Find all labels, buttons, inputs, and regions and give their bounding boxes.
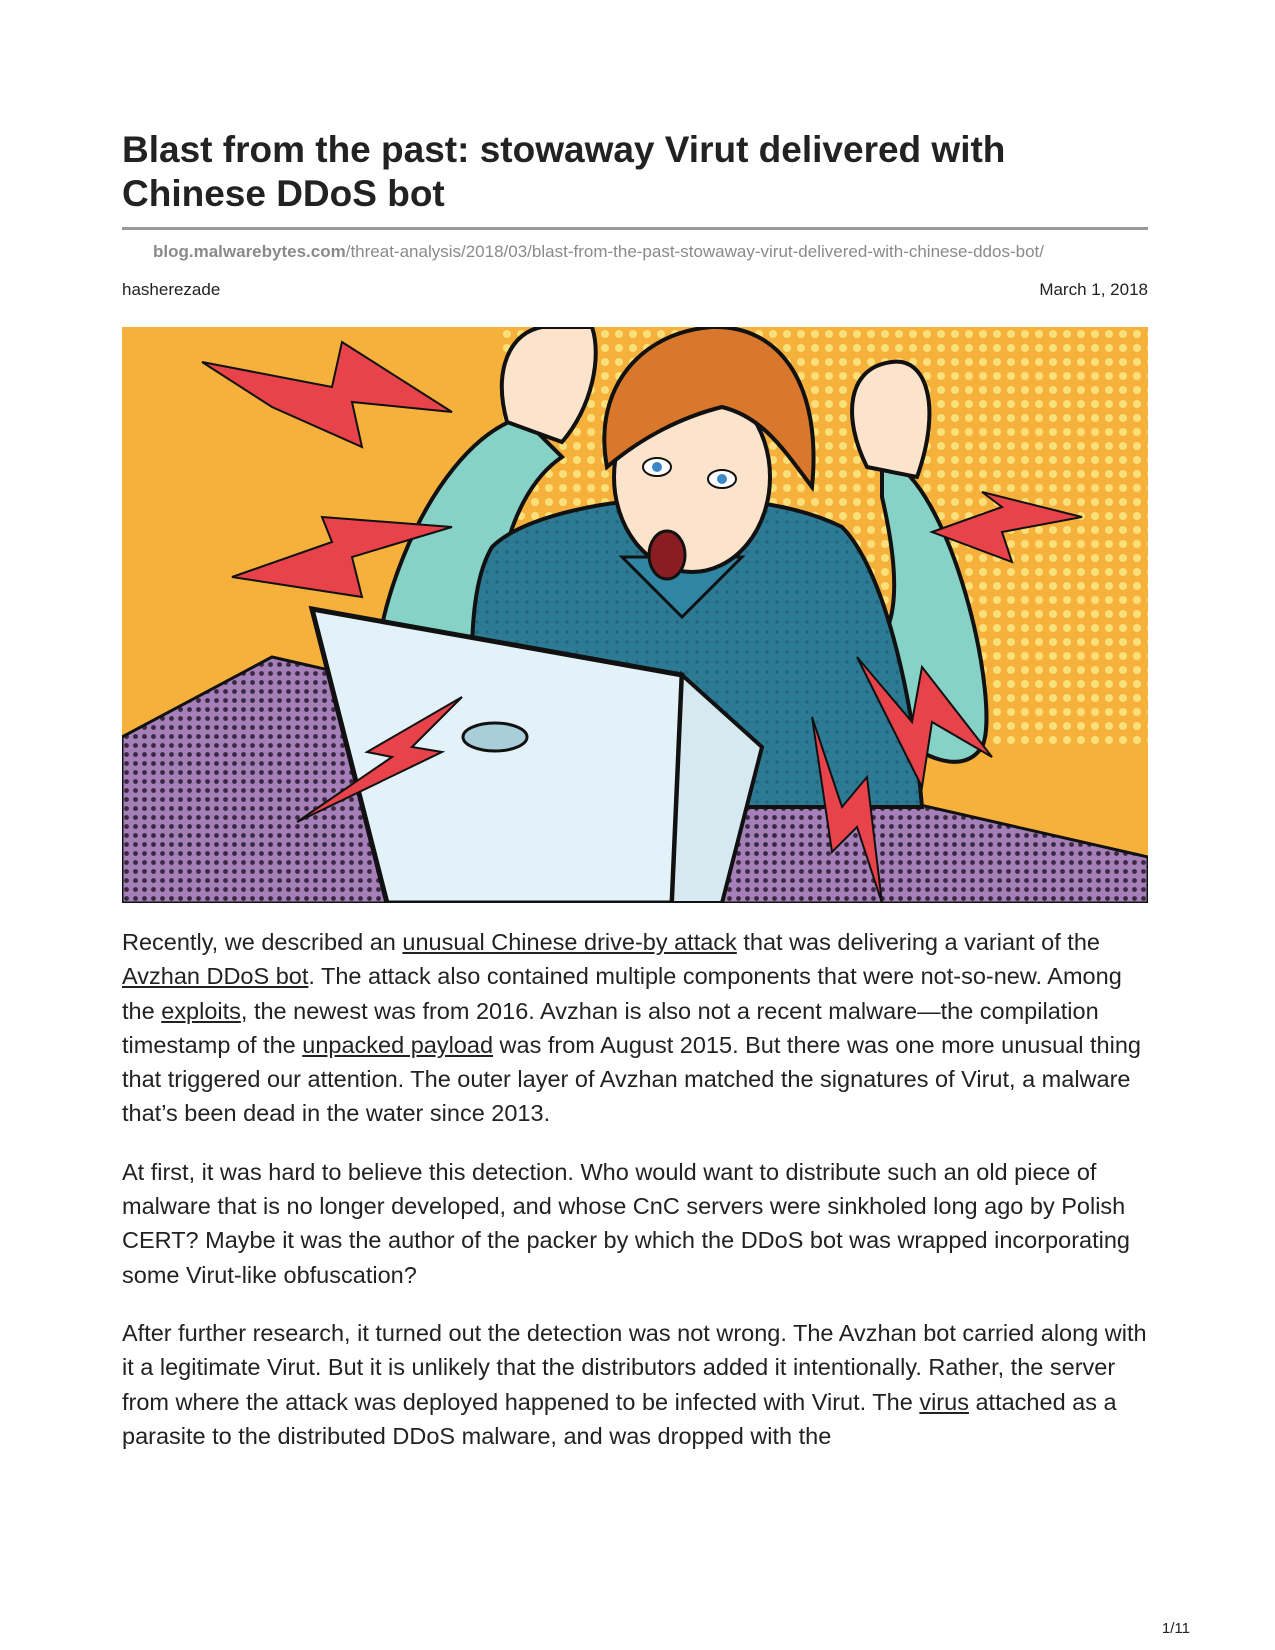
article-body bbox=[122, 925, 1148, 1477]
paragraph-text: that was delivering a variant of the bbox=[736, 929, 1100, 955]
inline-link[interactable]: virus bbox=[919, 1388, 969, 1415]
article-date: March 1, 2018 bbox=[1039, 280, 1148, 299]
paragraph-text: After further research, it turned out the detection was not wrong. The Avzhan bot carried along with it a legitimate Virut. But it is unlikely that the distributors added it intentionally. Rather, the server from where the attack was deployed happened to be infected with Virut. The bbox=[122, 1319, 1147, 1415]
inline-link[interactable]: unusual Chinese drive-by attack bbox=[402, 929, 737, 955]
paragraph-text: , the newest was from 2016. Avzhan is also not a recent malware—the compilation timestamp of the bbox=[122, 997, 1099, 1058]
source-url[interactable] bbox=[153, 242, 1153, 262]
angry-user-laptop-illustration bbox=[122, 327, 1148, 903]
article-author: hasherezade bbox=[122, 280, 221, 299]
page-number: 1/11 bbox=[1161, 1620, 1190, 1637]
article-title: Blast from the past: stowaway Virut delivered with Chinese DDoS bot bbox=[122, 129, 1006, 214]
article-paragraph bbox=[122, 1155, 1148, 1292]
title-divider bbox=[122, 227, 1148, 230]
hero-illustration bbox=[122, 327, 1148, 903]
inline-link[interactable]: Avzhan DDoS bot bbox=[122, 963, 309, 990]
article-paragraph bbox=[122, 1316, 1148, 1453]
paragraph-text: . The attack also contained multiple components that were not-so-new. Among the bbox=[122, 963, 1122, 1024]
inline-link[interactable]: unpacked payload bbox=[302, 1031, 494, 1058]
paragraph-text: At first, it was hard to believe this detection. Who would want to distribute such an old piece of malware that is no longer developed, and whose CnC servers were sinkholed long ago by Polish CERT? Maybe it was the author of the packer by which the DDoS bot was wrapped incorporating some Virut-like obfuscation? bbox=[122, 1158, 1130, 1288]
paragraph-text: Recently, we described an bbox=[122, 929, 403, 955]
source-url-path[interactable]: /threat-analysis/2018/03/blast-from-the-past-stowaway-virut-delivered-with-chinese-ddos-bot/ bbox=[345, 242, 1044, 261]
source-url-domain[interactable]: blog.malwarebytes.com bbox=[153, 242, 346, 261]
paragraph-text: was from August 2015. But there was one more unusual thing that triggered our attention. The outer layer of Avzhan matched the signatures of Virut, a malware that’s been dead in the water since 2013. bbox=[122, 1031, 1141, 1127]
article-paragraph bbox=[122, 925, 1148, 1131]
paragraph-text: attached as a parasite to the distributed DDoS malware, and was dropped with the bbox=[122, 1388, 1117, 1449]
inline-link[interactable]: exploits bbox=[161, 997, 241, 1024]
